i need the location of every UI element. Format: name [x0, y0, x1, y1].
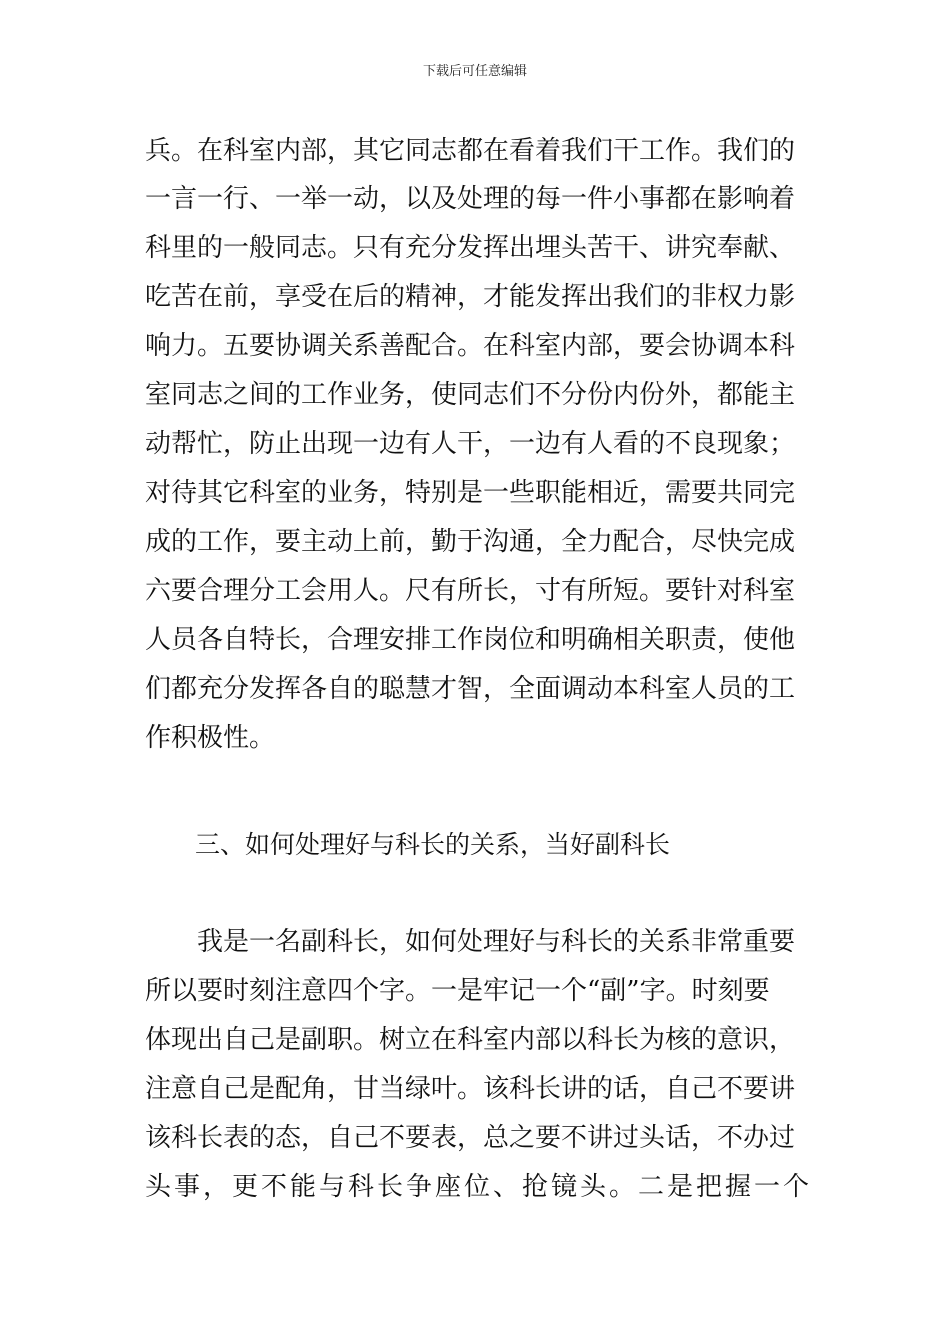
- text-line: 动帮忙，防止出现一边有人干，一边有人看的不良现象；: [145, 429, 796, 459]
- page-header-note: 下载后可任意编辑: [422, 64, 527, 79]
- text-line: 科里的一般同志。只有充分发挥出埋头苦干、讲究奉献、: [145, 233, 796, 263]
- text-line: 头事，更不能与科长争座位、抢镜头。二是把握一个: [145, 1172, 813, 1202]
- text-line: 成的工作，要主动上前，勤于沟通，全力配合，尽快完成: [145, 527, 796, 557]
- section-heading: 三、如何处理好与科长的关系，当好副科长: [195, 830, 671, 859]
- text-line: 我是一名副科长，如何处理好与科长的关系非常重要: [197, 927, 796, 957]
- text-line: 所以要时刻注意四个字。一是牢记一个“副”字。时刻要: [145, 976, 770, 1006]
- text-line: 吃苦在前，享受在后的精神，才能发挥出我们的非权力影: [145, 282, 796, 312]
- text-line: 作积极性。: [145, 723, 276, 753]
- text-line: 兵。在科室内部，其它同志都在看着我们干工作。我们的: [145, 136, 796, 166]
- text-line: 们都充分发挥各自的聪慧才智，全面调动本科室人员的工: [145, 674, 796, 704]
- text-line: 室同志之间的工作业务，使同志们不分份内份外，都能主: [145, 380, 796, 410]
- text-line: 注意自己是配角，甘当绿叶。该科长讲的话，自己不要讲: [145, 1074, 796, 1104]
- text-line: 人员各自特长，合理安排工作岗位和明确相关职责，使他: [145, 625, 796, 655]
- text-line: 体现出自己是副职。树立在科室内部以科长为核的意识，: [145, 1025, 796, 1055]
- text-line: 一言一行、一举一动，以及处理的每一件小事都在影响着: [145, 184, 796, 214]
- text-line: 该科长表的态，自己不要表，总之要不讲过头话，不办过: [145, 1123, 796, 1153]
- text-line: 六要合理分工会用人。尺有所长，寸有所短。要针对科室: [145, 576, 796, 606]
- text-line: 响力。五要协调关系善配合。在科室内部，要会协调本科: [145, 331, 796, 361]
- text-line: 对待其它科室的业务，特别是一些职能相近，需要共同完: [145, 478, 796, 508]
